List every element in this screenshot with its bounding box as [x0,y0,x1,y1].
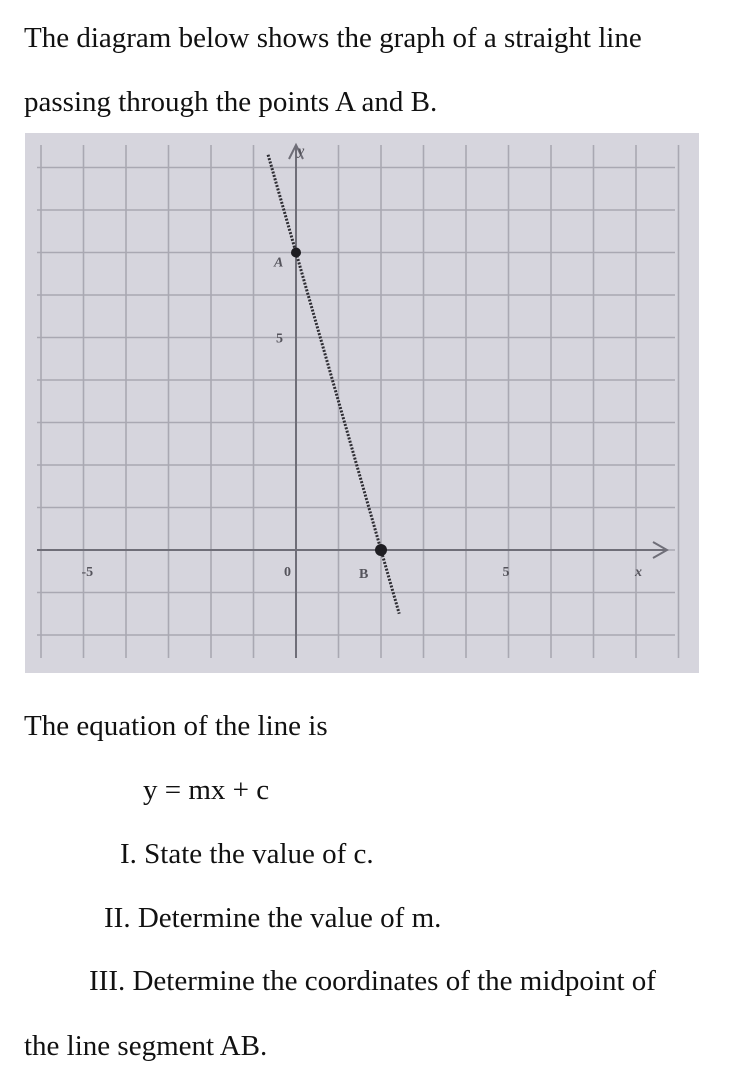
equation: y = mx + c [143,774,270,806]
equation-intro: The equation of the line is [24,710,328,742]
axes [37,145,667,658]
x-axis-label: x [635,565,642,580]
y-axis-label: y [298,144,305,159]
grid [37,145,679,658]
graph-svg [25,133,699,673]
point-a [291,248,301,258]
intro-line-2: passing through the points A and B. [24,86,438,118]
line-graph-figure [25,133,699,673]
point-a-label: A [274,255,284,271]
intro-line-1: The diagram below shows the graph of a straight line [24,22,642,54]
point-b [375,544,387,556]
question-3-line-1: III. Determine the coordinates of the midpoint of [89,965,656,997]
y-tick-label-5: 5 [276,331,283,347]
question-3-line-2: the line segment AB. [24,1030,268,1062]
x-tick-label-5: 5 [502,565,510,580]
x-tick-label-neg5: -5 [81,565,94,580]
question-1: I. State the value of c. [120,838,374,870]
x-tick-label-0: 0 [284,565,291,580]
point-b-label: B [359,567,369,582]
question-2: II. Determine the value of m. [104,902,442,934]
